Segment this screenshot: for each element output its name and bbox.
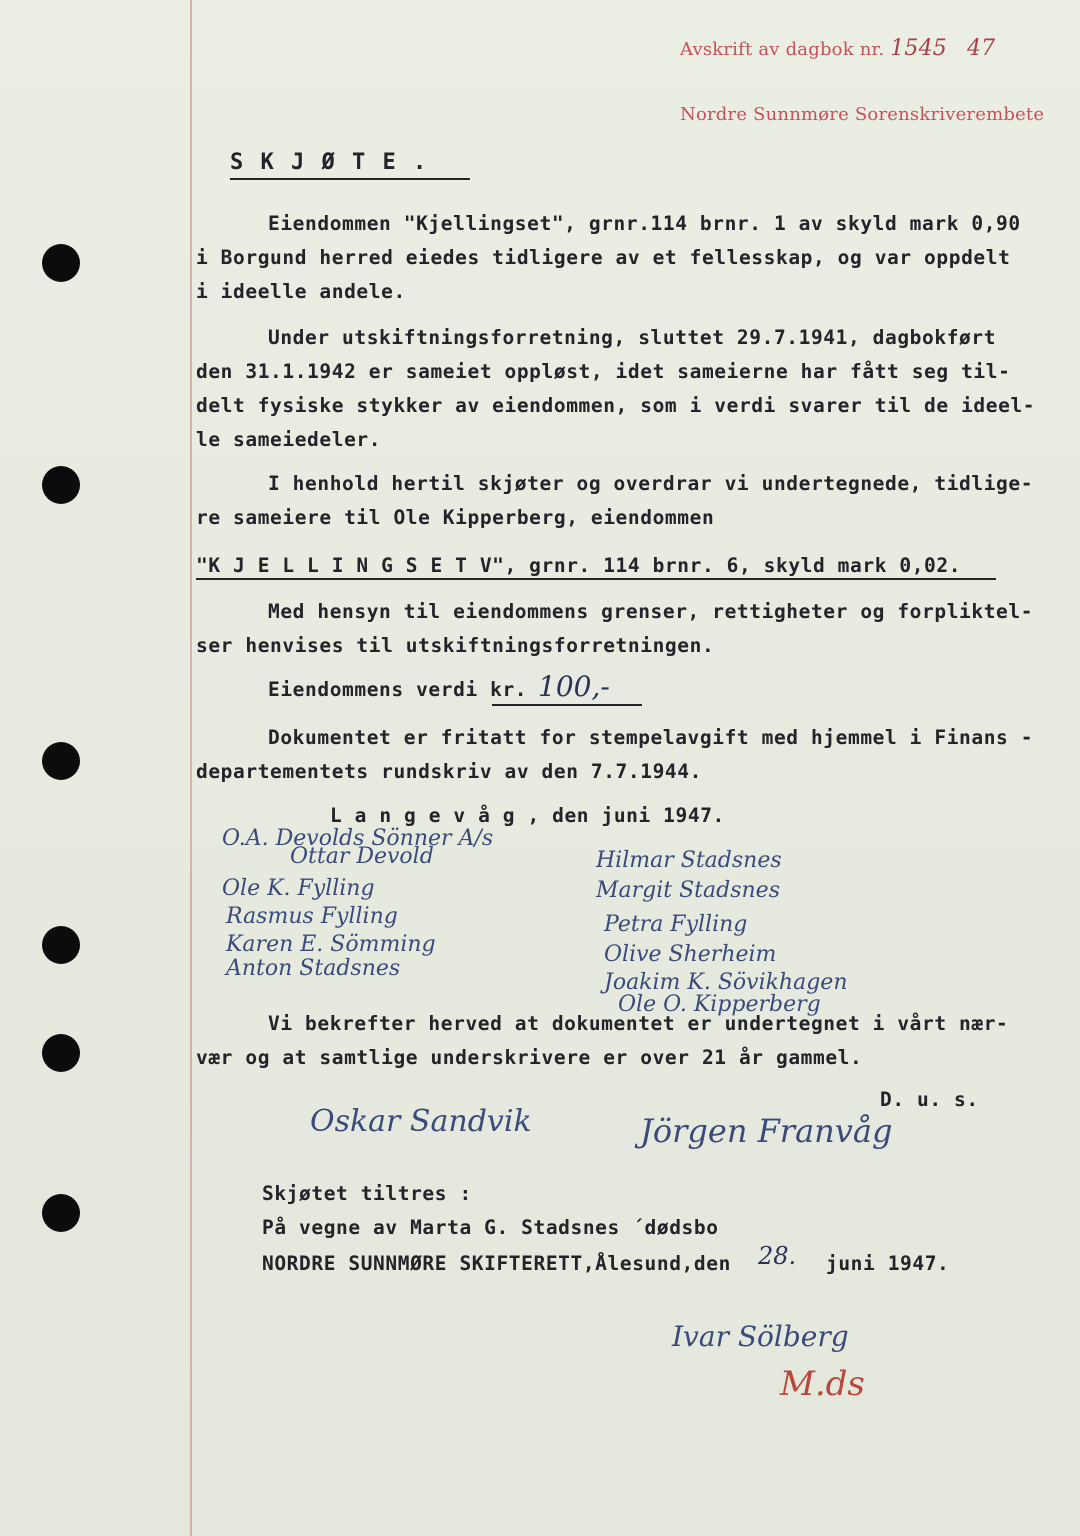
- witness-line: Vi bekrefter herved at dokumentet er undertegnet i vårt nær-: [268, 1012, 1009, 1035]
- signature-right: Joakim K. Sövikhagen: [604, 970, 848, 995]
- margin-line: [190, 0, 192, 1536]
- dus-mark: D. u. s.: [880, 1088, 979, 1111]
- punch-hole: [42, 742, 80, 780]
- stamp-prefix: Avskrift av dagbok nr.: [680, 39, 885, 60]
- body-line: Under utskiftningsforretning, sluttet 29.7.1941, dagbokført: [268, 326, 997, 349]
- signature-left: Karen E. Sömming: [226, 932, 436, 957]
- registry-stamp-line2: Nordre Sunnmøre Sorenskriverembete: [680, 104, 1045, 125]
- signature-left: O.A. Devolds Sönner A/s: [222, 826, 494, 851]
- body-line: ser henvises til utskiftningsforretningen.: [196, 634, 715, 657]
- signature-right: Ole O. Kipperberg: [618, 992, 821, 1017]
- closing-day-handwritten: 28.: [758, 1242, 797, 1270]
- stamp-number: 1545: [890, 36, 948, 61]
- signature-left: Anton Stadsnes: [226, 956, 401, 981]
- body-line: i Borgund herred eiedes tidligere av et fellesskap, og var oppdelt: [196, 246, 1011, 269]
- body-line: delt fysiske stykker av eiendommen, som i verdi svarer til de ideel-: [196, 394, 1036, 417]
- signature-left: Ole K. Fylling: [222, 876, 375, 901]
- body-line: le sameiedeler.: [196, 428, 382, 451]
- closing-line: Skjøtet tiltres :: [262, 1182, 472, 1205]
- document-title: S K J Ø T E .: [230, 150, 429, 175]
- punch-hole: [42, 926, 80, 964]
- signature-right: Hilmar Stadsnes: [596, 848, 782, 873]
- body-line: Eiendommen "Kjellingset", grnr.114 brnr. 1 av skyld mark 0,90: [268, 212, 1021, 235]
- witness-signature: Oskar Sandvik: [310, 1104, 532, 1139]
- punch-hole: [42, 244, 80, 282]
- body-line: departementets rundskriv av den 7.7.1944.: [196, 760, 702, 783]
- place-date-line: L a n g e v å g , den juni 1947.: [330, 804, 725, 827]
- closing-line: På vegne av Marta G. Stadsnes ´dødsbo: [262, 1216, 719, 1239]
- closing-line: juni 1947.: [826, 1252, 950, 1275]
- signature-left: Rasmus Fylling: [226, 904, 398, 929]
- body-line: Med hensyn til eiendommens grenser, rettigheter og forpliktel-: [268, 600, 1034, 623]
- witness-line: vær og at samtlige underskrivere er over 21 år gammel.: [196, 1046, 863, 1069]
- property-underline: [196, 578, 996, 580]
- property-line: "K J E L L I N G S E T V", grnr. 114 brnr. 6, skyld mark 0,02.: [196, 554, 962, 577]
- body-line: re sameiere til Ole Kipperberg, eiendommen: [196, 506, 715, 529]
- witness-signature: Jörgen Franvåg: [640, 1112, 893, 1150]
- value-handwritten: 100,-: [538, 670, 610, 703]
- body-line: I henhold hertil skjøter og overdrar vi undertegnede, tidlige-: [268, 472, 1034, 495]
- closing-line: NORDRE SUNNMØRE SKIFTERETT,Ålesund,den: [262, 1252, 731, 1275]
- value-line: Eiendommens verdi kr.: [268, 678, 528, 701]
- body-line: den 31.1.1942 er sameiet oppløst, idet sameierne har fått seg til-: [196, 360, 1011, 383]
- signature-right: Olive Sherheim: [604, 942, 777, 967]
- stamp-year: 47: [966, 36, 996, 61]
- registry-stamp-line1: [680, 36, 995, 61]
- value-underline: [492, 704, 642, 706]
- punch-hole: [42, 466, 80, 504]
- final-initials: M.ds: [780, 1364, 865, 1404]
- title-underline: [230, 178, 470, 180]
- body-line: i ideelle andele.: [196, 280, 406, 303]
- signature-right: Petra Fylling: [604, 912, 748, 937]
- signature-left: Ottar Devold: [290, 844, 434, 869]
- final-signature: Ivar Sölberg: [672, 1320, 849, 1353]
- punch-hole: [42, 1034, 80, 1072]
- signature-right: Margit Stadsnes: [596, 878, 780, 903]
- punch-hole: [42, 1194, 80, 1232]
- body-line: Dokumentet er fritatt for stempelavgift med hjemmel i Finans -: [268, 726, 1034, 749]
